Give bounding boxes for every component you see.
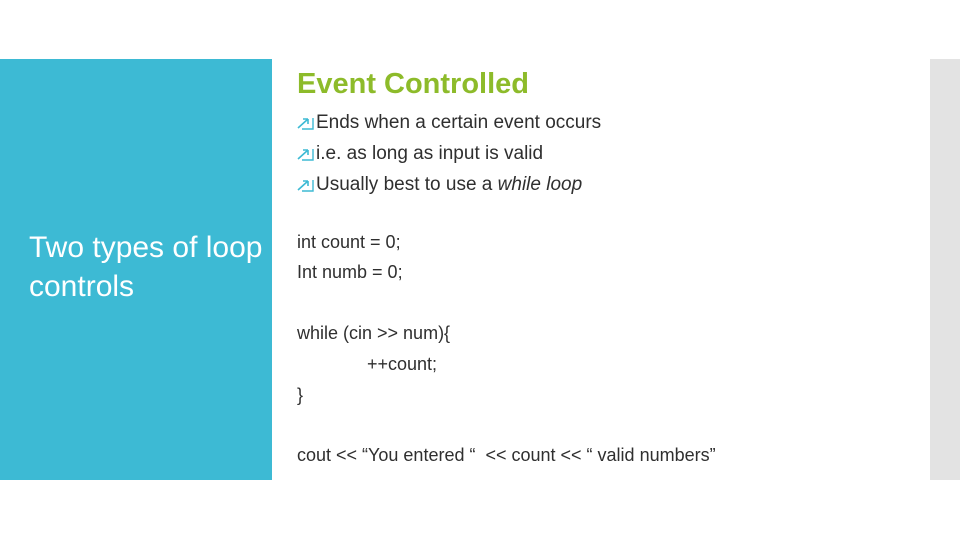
side-title: Two types of loop controls bbox=[29, 231, 263, 303]
code-line-output: cout << “You entered “ << count << “ valid numbers” bbox=[297, 445, 716, 465]
bullet-item bbox=[297, 107, 601, 138]
bullet-arrow-icon bbox=[297, 116, 315, 130]
right-side-strip bbox=[930, 59, 960, 480]
bullet-arrow-icon bbox=[297, 178, 315, 192]
code-line-loop-body: ++count; bbox=[367, 354, 438, 374]
bullet-text: Usually best to use a bbox=[316, 173, 498, 195]
code-line-declaration: int count = 0; bbox=[297, 232, 401, 252]
bullet-emphasis: while loop bbox=[497, 173, 583, 195]
bullet-list bbox=[297, 107, 601, 200]
code-line-loop-open: while (cin >> num){ bbox=[297, 323, 451, 343]
bullet-text: Ends when a certain event occurs bbox=[316, 111, 602, 133]
bullet-text: i.e. as long as input is valid bbox=[316, 142, 544, 164]
slide-heading: Event Controlled bbox=[297, 68, 530, 100]
bullet-arrow-icon bbox=[297, 147, 315, 161]
code-line-loop-close: } bbox=[297, 385, 304, 405]
bullet-item bbox=[297, 169, 601, 200]
code-line-declaration: Int numb = 0; bbox=[297, 262, 403, 282]
bullet-item bbox=[297, 138, 601, 169]
